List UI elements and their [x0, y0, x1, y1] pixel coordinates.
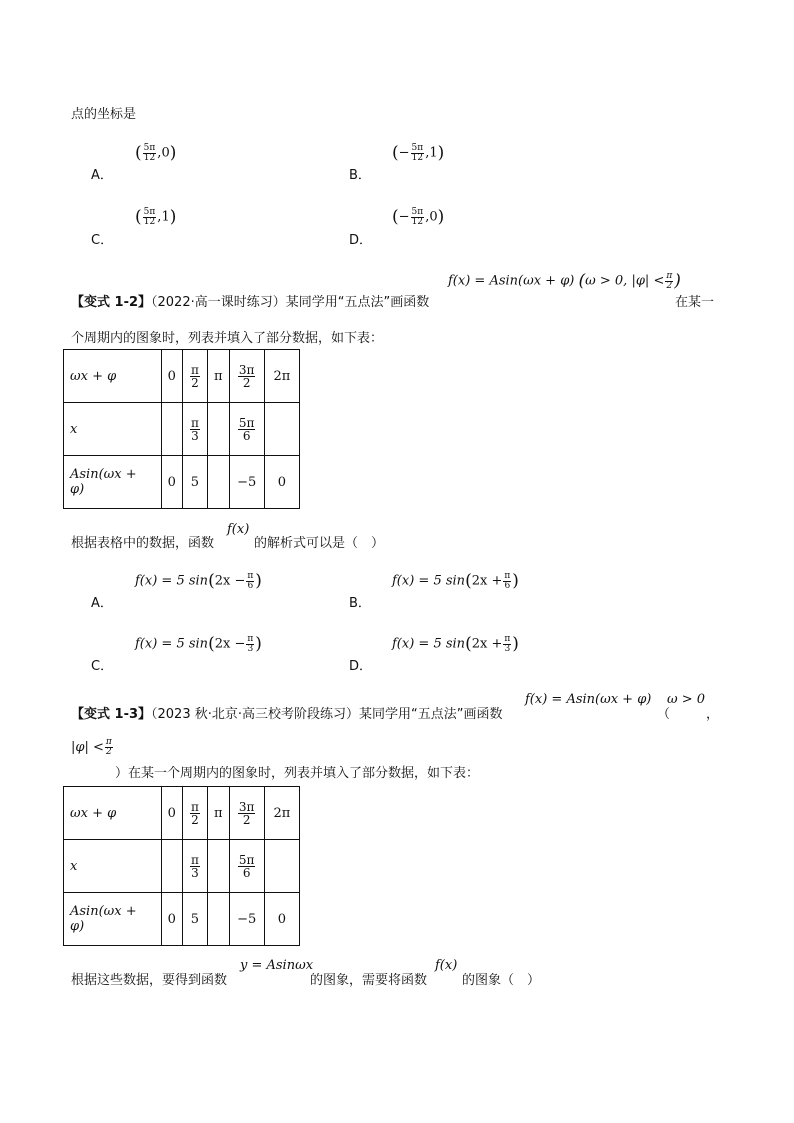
table-cell: 0 [161, 787, 182, 840]
table-cell: 2π [264, 350, 299, 403]
table-row [64, 840, 300, 893]
table-cell [161, 840, 182, 893]
q3-ask-fx: f(x) [435, 958, 458, 973]
q2-ask-fx: f(x) [227, 522, 250, 537]
table-cell [207, 403, 229, 456]
table-cell: 5 [182, 456, 207, 509]
q3-stem-line1 [71, 703, 502, 722]
q3-stem-b: ）在某一个周期内的图象时，列表并填入了部分数据，如下表： [115, 766, 480, 781]
table-cell: 0 [264, 456, 299, 509]
q3-cond-b: |φ| < $\frac{\pi}{2}$ [71, 737, 112, 757]
table-row [64, 893, 300, 946]
q2-stem-c: 个周期内的图象时，列表并填入了部分数据，如下表： [71, 331, 384, 346]
table-cell: x [64, 403, 162, 456]
table-cell: 0 [161, 350, 182, 403]
table-cell [264, 403, 299, 456]
q3-ask-a: 根据这些数据，要得到函数 [71, 973, 228, 988]
table-cell: $\frac{3\pi}{2}$ [229, 787, 264, 840]
table-cell: −5 [229, 456, 264, 509]
table-cell: $\frac{\pi}{2}$ [182, 350, 207, 403]
table-cell: 2π [264, 787, 299, 840]
table-cell: $\frac{\pi}{3}$ [182, 403, 207, 456]
q0-option-a-label: A． [91, 168, 113, 183]
q0-option-d-value: (− $\frac{5\pi}{12}$ ,0) [392, 206, 445, 227]
q3-ask-y: y = Asinωx [240, 958, 314, 973]
q2-tag: 【变式 1-2】 [71, 295, 152, 310]
q3-ask-c: 的图象（ ） [462, 973, 541, 988]
q2-ask-a: 根据表格中的数据，函数 [71, 536, 215, 551]
table-cell: $\frac{5\pi}{6}$ [229, 403, 264, 456]
q3-data-table [63, 786, 300, 946]
table-cell: 0 [264, 893, 299, 946]
q0-option-a-value: ( $\frac{5\pi}{12}$ ,0) [135, 142, 177, 163]
q3-stem-a: 某同学用“五点法”画函数 [359, 707, 503, 722]
table-cell [207, 893, 229, 946]
q3-source: （2023 秋·北京·高三校考阶段练习） [151, 707, 359, 722]
q3-formula: f(x) = Asin(ωx + φ) [525, 692, 652, 707]
q2-data-table [63, 349, 300, 509]
q2-source: （2022·高一课时练习） [151, 295, 286, 310]
q0-option-b-value: (− $\frac{5\pi}{12}$ ,1) [392, 142, 445, 163]
table-cell: 0 [161, 893, 182, 946]
table-row [64, 403, 300, 456]
table-cell [207, 840, 229, 893]
table-row [64, 350, 300, 403]
q2-option-c-formula: f(x) = 5 sin(2x − $\frac{\pi}{3}$ ) [135, 633, 262, 654]
table-cell: $\frac{\pi}{3}$ [182, 840, 207, 893]
q2-stem-a: 某同学用“五点法”画函数 [285, 295, 430, 310]
table-cell: $\frac{\pi}{2}$ [182, 787, 207, 840]
q0-option-c-label: C． [91, 233, 114, 248]
q2-option-b-label: B． [349, 596, 371, 611]
q2-option-d-formula: f(x) = 5 sin(2x + $\frac{\pi}{3}$ ) [392, 633, 519, 654]
q0-tail-text: 点的坐标是 [71, 107, 137, 122]
q2-ask-b: 的解析式可以是（ ） [254, 536, 385, 551]
table-cell: ωx + φ [64, 787, 162, 840]
table-cell [161, 403, 182, 456]
table-cell: Asin(ωx + φ) [64, 456, 162, 509]
q2-option-c-label: C． [91, 659, 114, 674]
q3-tag: 【变式 1-3】 [71, 707, 152, 722]
q3-cond-open: （ [657, 707, 671, 722]
table-cell: Asin(ωx + φ) [64, 893, 162, 946]
q3-cond-sep: ， [706, 707, 720, 722]
table-cell: $\frac{3\pi}{2}$ [229, 350, 264, 403]
q2-stem-line1 [71, 291, 429, 310]
q3-cond-a: ω > 0 [667, 692, 706, 707]
table-cell: $\frac{5\pi}{6}$ [229, 840, 264, 893]
table-cell: ωx + φ [64, 350, 162, 403]
q2-option-a-label: A． [91, 596, 113, 611]
table-cell: π [207, 350, 229, 403]
table-row [64, 456, 300, 509]
table-row [64, 787, 300, 840]
table-cell [207, 456, 229, 509]
table-cell [264, 840, 299, 893]
q2-option-d-label: D． [349, 659, 373, 674]
table-cell: π [207, 787, 229, 840]
table-cell: 5 [182, 893, 207, 946]
q2-stem-b: 在某一 [675, 295, 715, 310]
table-cell: 0 [161, 456, 182, 509]
q2-formula: f(x) = Asin(ωx + φ) (ω > 0, |φ| < $\frac{\pi}{2}$ ) [448, 270, 681, 291]
q0-option-b-label: B． [349, 168, 371, 183]
q2-option-a-formula: f(x) = 5 sin(2x − $\frac{\pi}{6}$ ) [135, 570, 262, 591]
q0-option-d-label: D． [349, 233, 373, 248]
q2-option-b-formula: f(x) = 5 sin(2x + $\frac{\pi}{6}$ ) [392, 570, 519, 591]
q0-option-c-value: ( $\frac{5\pi}{12}$ ,1) [135, 206, 177, 227]
q3-ask-b: 的图象，需要将函数 [310, 973, 428, 988]
table-cell: x [64, 840, 162, 893]
table-cell: −5 [229, 893, 264, 946]
